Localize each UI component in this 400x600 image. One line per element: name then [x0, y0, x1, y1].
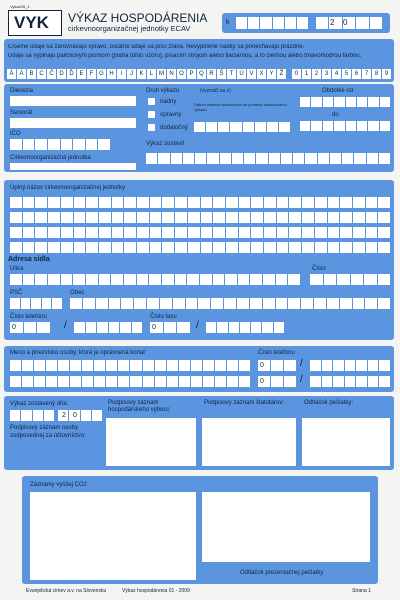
person-phone-cells-2[interactable]	[310, 376, 390, 387]
person-phone-sep-1: /	[300, 358, 303, 369]
person-row-1[interactable]	[10, 360, 250, 371]
instruction-line-1: Číselné údaje sa zarovnávajú vpravo, ostatné údaje sa píšu zľava. Nevyplnené riadky sa ponechávajú prázdne.	[8, 44, 305, 50]
option-corrective: opravný	[160, 112, 182, 118]
econ-signature-box[interactable]	[106, 418, 196, 466]
submission-date-cells[interactable]	[194, 122, 290, 132]
unit-label: Cirkevnoorganizačná jednotka	[10, 155, 91, 161]
records-label: Záznamy vyššej COJ	[30, 482, 87, 488]
year-digit-2: 0	[343, 18, 348, 27]
person-phone-prefix-2-text: 0	[260, 378, 264, 385]
signature-responsible-label: Podpisový záznam osoby zodpovednej za účtovníctvo:	[10, 425, 86, 439]
number-label: Číslo	[312, 266, 326, 272]
full-name-label: Úplný názov cirkevnoorganizačnej jednotky	[10, 185, 126, 191]
seniorat-label: Seniorát	[10, 110, 33, 116]
number-cells[interactable]	[310, 274, 390, 285]
phone-separator: /	[64, 320, 67, 331]
compiled-on-day-month[interactable]	[10, 410, 54, 421]
presentation-stamp-label: Odtlačok prezentačnej pečiatky	[240, 570, 324, 576]
full-name-row-1[interactable]	[10, 197, 390, 208]
records-box[interactable]	[30, 492, 196, 580]
footer-form: Výkaz hospodárenia 01 - 2009	[122, 588, 190, 594]
year-prefix: k	[226, 19, 230, 26]
phone-prefix-cells[interactable]	[10, 322, 50, 333]
option-additional: dodatočný	[160, 125, 188, 131]
compiled-on-label: Výkaz zostavený dňa:	[10, 401, 69, 407]
person-phone-sep-2: /	[300, 374, 303, 385]
full-name-row-3[interactable]	[10, 227, 390, 238]
phone-cells[interactable]	[74, 322, 142, 333]
person-row-2[interactable]	[10, 376, 250, 387]
signature-statutory-label: Podpisový záznam štatutárov:	[204, 400, 285, 406]
unit-input[interactable]	[10, 163, 136, 170]
form-subtitle: cirkevnoorganizačnej jednotky ECAV	[68, 24, 191, 33]
radio-regular[interactable]	[148, 98, 155, 105]
presentation-stamp-box[interactable]	[202, 492, 370, 562]
full-name-row-2[interactable]	[10, 212, 390, 223]
year-digit-1: 2	[330, 18, 335, 27]
city-label: Obec	[70, 290, 85, 296]
radio-corrective[interactable]	[148, 111, 155, 118]
period-to-label: do	[332, 112, 339, 118]
alphabet-sample: Á Ä B C Č D Ď E F G H I J K L M N O P Q R Š T Ú V X Y Ž 0 1 2 3 4 5 6 7 8 9	[7, 69, 391, 79]
report-type-note: (vyznačí sa x)	[200, 88, 231, 94]
zip-label: PSČ	[10, 290, 23, 296]
ico-label: IČO	[10, 131, 21, 137]
street-cells[interactable]	[10, 274, 300, 285]
compiled-by-label: Výkaz zostavil	[146, 141, 185, 147]
address-label: Adresa sídla	[8, 256, 50, 263]
street-label: Ulica	[10, 266, 24, 272]
stamp-box[interactable]	[302, 418, 390, 466]
period-from-cells[interactable]	[300, 97, 390, 107]
person-phone-label: Číslo telefónu	[258, 350, 295, 356]
city-cells[interactable]	[70, 298, 390, 309]
phone-prefix: 0	[12, 324, 16, 331]
form-code: Vykaz05_1	[10, 4, 30, 9]
fax-prefix: 0	[152, 324, 156, 331]
zip-cells[interactable]	[10, 298, 62, 309]
fax-cells[interactable]	[206, 322, 284, 333]
compiled-year-digit-1: 2	[62, 412, 66, 419]
phone-label: Číslo telefónu	[10, 314, 47, 320]
form-abbr: VYK	[14, 13, 49, 32]
report-type-label: Druh výkazu	[146, 88, 180, 94]
period-from-label: Obdobie od	[322, 88, 354, 94]
statutory-signature-box[interactable]	[202, 418, 296, 466]
signature-econ-label: Podpisový záznam hospodárskeho výboru:	[108, 400, 171, 414]
form-title: VÝKAZ HOSPODÁRENIA	[68, 11, 208, 25]
diocese-input[interactable]	[10, 96, 136, 106]
seniorat-input[interactable]	[10, 118, 136, 128]
diocese-label: Diécezia	[10, 88, 34, 94]
footer-page: Strana 1	[352, 588, 371, 594]
ico-cells[interactable]	[10, 139, 110, 150]
stamp-label: Odtlačok pečiatky:	[304, 400, 354, 406]
footer-org: Evanjelická cirkev a.v. na Slovensku	[26, 588, 107, 594]
fax-prefix-cells[interactable]	[150, 322, 190, 333]
compiled-by-cells[interactable]	[146, 153, 390, 164]
submission-note: Dátum zistenia skutočnosti na podanie dodatočného výkazu	[194, 102, 287, 112]
year-cells[interactable]	[316, 17, 382, 29]
compiled-year-digit-2: 0	[73, 412, 77, 419]
period-to-cells[interactable]	[300, 121, 390, 131]
fax-separator: /	[196, 320, 199, 331]
date-cells[interactable]	[236, 17, 308, 29]
person-label: Meno a priezvisko osoby, ktorá je oprávnená konať	[10, 350, 146, 356]
instruction-line-2: Údaje sa vypĺňajú paličkovým písmom (podľa tohto vzoru), písacím strojom alebo tlačiarňou, a to čiernou alebo tmavomodrou farbou.	[8, 53, 362, 59]
person-phone-cells-1[interactable]	[310, 360, 390, 371]
full-name-row-4[interactable]	[10, 242, 390, 253]
person-phone-prefix-1-text: 0	[260, 362, 264, 369]
option-regular: riadny	[160, 99, 177, 105]
radio-additional[interactable]	[148, 124, 155, 131]
fax-label: Číslo faxu	[150, 314, 177, 320]
